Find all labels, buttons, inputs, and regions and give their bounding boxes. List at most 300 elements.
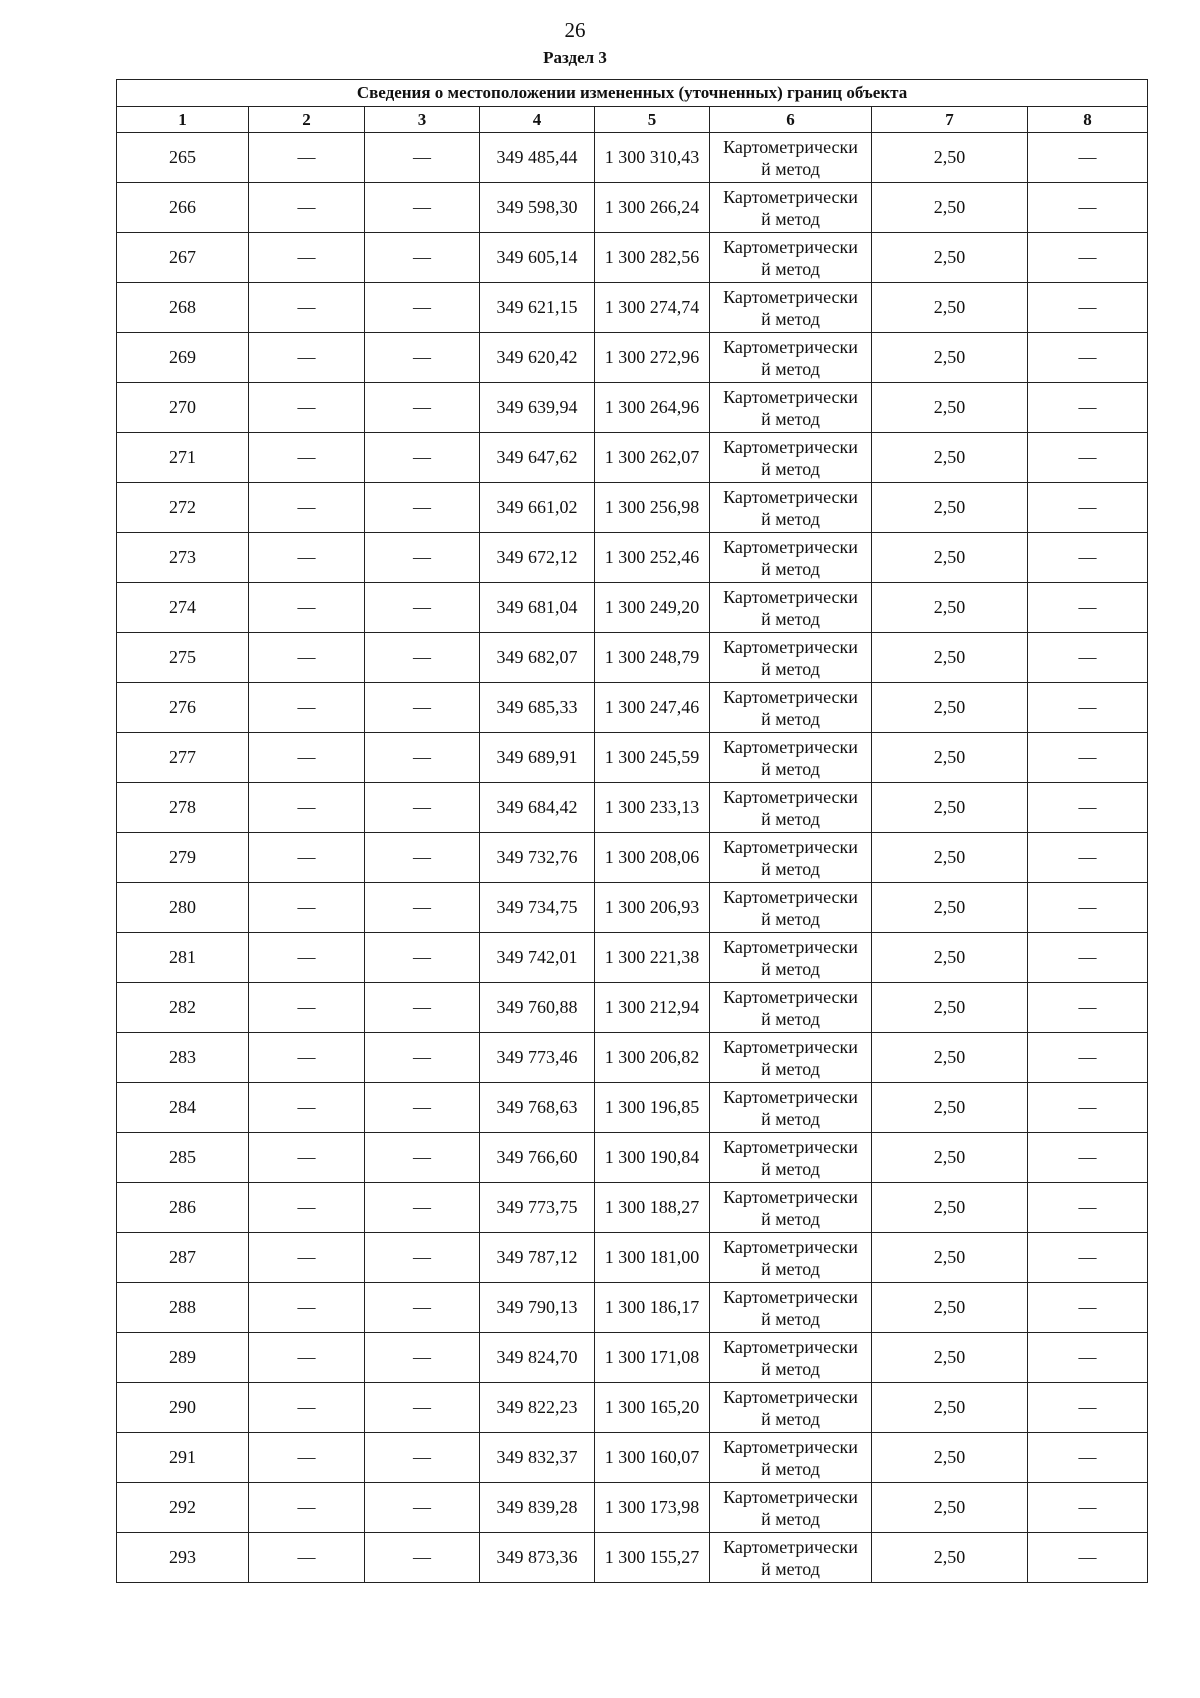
point-number-cell: 278 [117,783,249,833]
table-row [117,1283,1148,1333]
column-2-cell: — [249,1383,365,1433]
y-coordinate-cell: 1 300 155,27 [595,1533,710,1583]
method-line-1: Картометрически [723,1286,858,1307]
method-cell [710,283,872,333]
method-line-2: й метод [761,1158,820,1179]
y-coordinate-cell: 1 300 186,17 [595,1283,710,1333]
column-2-cell: — [249,883,365,933]
method-line-2: й метод [761,958,820,979]
method-line-1: Картометрически [723,786,858,807]
table-body [117,133,1148,1583]
column-number: 6 [710,107,872,133]
y-coordinate-cell: 1 300 233,13 [595,783,710,833]
column-3-cell: — [365,283,480,333]
method-cell [710,1533,872,1583]
point-number-cell: 284 [117,1083,249,1133]
point-number-cell: 286 [117,1183,249,1233]
point-number-cell: 285 [117,1133,249,1183]
column-8-cell: — [1028,583,1148,633]
method-line-1: Картометрически [723,1236,858,1257]
method-line-1: Картометрически [723,136,858,157]
column-number: 3 [365,107,480,133]
y-coordinate-cell: 1 300 252,46 [595,533,710,583]
point-number-cell: 288 [117,1283,249,1333]
y-coordinate-cell: 1 300 208,06 [595,833,710,883]
column-3-cell: — [365,783,480,833]
point-number-cell: 274 [117,583,249,633]
method-line-2: й метод [761,208,820,229]
point-number-cell: 273 [117,533,249,583]
y-coordinate-cell: 1 300 181,00 [595,1233,710,1283]
method-line-1: Картометрически [723,836,858,857]
method-line-1: Картометрически [723,736,858,757]
y-coordinate-cell: 1 300 171,08 [595,1333,710,1383]
method-line-2: й метод [761,1508,820,1529]
method-line-2: й метод [761,858,820,879]
column-2-cell: — [249,1183,365,1233]
point-number-cell: 277 [117,733,249,783]
column-8-cell: — [1028,833,1148,883]
table-row [117,1483,1148,1533]
table-row [117,283,1148,333]
method-line-2: й метод [761,1058,820,1079]
point-number-cell: 282 [117,983,249,1033]
x-coordinate-cell: 349 682,07 [480,633,595,683]
x-coordinate-cell: 349 790,13 [480,1283,595,1333]
y-coordinate-cell: 1 300 256,98 [595,483,710,533]
column-2-cell: — [249,133,365,183]
method-cell [710,1383,872,1433]
page-number: 26 [564,18,586,42]
method-line-2: й метод [761,558,820,579]
point-number-cell: 265 [117,133,249,183]
column-3-cell: — [365,1433,480,1483]
column-8-cell: — [1028,1083,1148,1133]
accuracy-cell: 2,50 [872,183,1028,233]
method-cell [710,1033,872,1083]
method-line-2: й метод [761,308,820,329]
table-row [117,733,1148,783]
column-8-cell: — [1028,333,1148,383]
method-cell [710,783,872,833]
table-row [117,1233,1148,1283]
column-3-cell: — [365,433,480,483]
method-cell [710,383,872,433]
column-2-cell: — [249,1233,365,1283]
column-3-cell: — [365,1183,480,1233]
column-3-cell: — [365,1283,480,1333]
column-2-cell: — [249,983,365,1033]
x-coordinate-cell: 349 620,42 [480,333,595,383]
method-line-1: Картометрически [723,286,858,307]
column-3-cell: — [365,1533,480,1583]
column-2-cell: — [249,933,365,983]
section-title: Раздел 3 [543,48,607,67]
column-3-cell: — [365,483,480,533]
accuracy-cell: 2,50 [872,133,1028,183]
table-caption: Сведения о местоположении измененных (уточненных) границ объекта [117,80,1148,107]
method-cell [710,933,872,983]
column-8-cell: — [1028,483,1148,533]
accuracy-cell: 2,50 [872,283,1028,333]
column-2-cell: — [249,1083,365,1133]
accuracy-cell: 2,50 [872,883,1028,933]
method-cell [710,833,872,883]
method-cell [710,683,872,733]
table-row [117,583,1148,633]
table-row [117,433,1148,483]
method-line-2: й метод [761,508,820,529]
column-3-cell: — [365,133,480,183]
column-8-cell: — [1028,1183,1148,1233]
y-coordinate-cell: 1 300 245,59 [595,733,710,783]
column-3-cell: — [365,883,480,933]
method-cell [710,1133,872,1183]
column-3-cell: — [365,1483,480,1533]
method-line-1: Картометрически [723,1486,858,1507]
method-line-2: й метод [761,458,820,479]
column-2-cell: — [249,1133,365,1183]
x-coordinate-cell: 349 684,42 [480,783,595,833]
method-line-1: Картометрически [723,1186,858,1207]
method-cell [710,1233,872,1283]
column-8-cell: — [1028,183,1148,233]
table-row [117,783,1148,833]
column-8-cell: — [1028,533,1148,583]
column-number: 4 [480,107,595,133]
column-3-cell: — [365,333,480,383]
accuracy-cell: 2,50 [872,733,1028,783]
column-3-cell: — [365,633,480,683]
y-coordinate-cell: 1 300 249,20 [595,583,710,633]
accuracy-cell: 2,50 [872,833,1028,883]
column-2-cell: — [249,1483,365,1533]
table-row [117,983,1148,1033]
point-number-cell: 287 [117,1233,249,1283]
method-line-2: й метод [761,758,820,779]
accuracy-cell: 2,50 [872,633,1028,683]
table-row [117,933,1148,983]
column-number-row [117,107,1148,133]
point-number-cell: 276 [117,683,249,733]
column-3-cell: — [365,1083,480,1133]
column-2-cell: — [249,183,365,233]
method-line-1: Картометрически [723,436,858,457]
method-line-1: Картометрически [723,1036,858,1057]
method-cell [710,1283,872,1333]
point-number-cell: 280 [117,883,249,933]
y-coordinate-cell: 1 300 206,82 [595,1033,710,1083]
x-coordinate-cell: 349 742,01 [480,933,595,983]
point-number-cell: 275 [117,633,249,683]
column-number: 5 [595,107,710,133]
point-number-cell: 292 [117,1483,249,1533]
method-cell [710,183,872,233]
accuracy-cell: 2,50 [872,483,1028,533]
x-coordinate-cell: 349 773,75 [480,1183,595,1233]
method-line-1: Картометрически [723,586,858,607]
x-coordinate-cell: 349 621,15 [480,283,595,333]
y-coordinate-cell: 1 300 165,20 [595,1383,710,1433]
method-line-2: й метод [761,608,820,629]
column-3-cell: — [365,583,480,633]
y-coordinate-cell: 1 300 310,43 [595,133,710,183]
column-2-cell: — [249,733,365,783]
method-line-1: Картометрически [723,336,858,357]
y-coordinate-cell: 1 300 160,07 [595,1433,710,1483]
x-coordinate-cell: 349 689,91 [480,733,595,783]
accuracy-cell: 2,50 [872,683,1028,733]
column-8-cell: — [1028,133,1148,183]
accuracy-cell: 2,50 [872,1433,1028,1483]
method-line-1: Картометрически [723,486,858,507]
column-8-cell: — [1028,1283,1148,1333]
method-line-1: Картометрически [723,536,858,557]
column-8-cell: — [1028,1433,1148,1483]
point-number-cell: 290 [117,1383,249,1433]
column-number: 1 [117,107,249,133]
x-coordinate-cell: 349 760,88 [480,983,595,1033]
column-3-cell: — [365,733,480,783]
column-2-cell: — [249,783,365,833]
column-2-cell: — [249,633,365,683]
x-coordinate-cell: 349 773,46 [480,1033,595,1083]
point-number-cell: 283 [117,1033,249,1083]
method-line-2: й метод [761,808,820,829]
accuracy-cell: 2,50 [872,433,1028,483]
table-row [117,1533,1148,1583]
accuracy-cell: 2,50 [872,1083,1028,1133]
table-row [117,533,1148,583]
table-row [117,683,1148,733]
table-row [117,233,1148,283]
y-coordinate-cell: 1 300 247,46 [595,683,710,733]
table-row [117,483,1148,533]
column-2-cell: — [249,1033,365,1083]
column-2-cell: — [249,533,365,583]
column-3-cell: — [365,1233,480,1283]
column-8-cell: — [1028,433,1148,483]
table-row [117,133,1148,183]
table-row [117,1333,1148,1383]
accuracy-cell: 2,50 [872,533,1028,583]
table-row [117,333,1148,383]
x-coordinate-cell: 349 832,37 [480,1433,595,1483]
column-number: 2 [249,107,365,133]
method-line-1: Картометрически [723,686,858,707]
column-3-cell: — [365,983,480,1033]
method-cell [710,583,872,633]
method-line-2: й метод [761,1258,820,1279]
method-line-2: й метод [761,1458,820,1479]
method-line-1: Картометрически [723,1386,858,1407]
x-coordinate-cell: 349 639,94 [480,383,595,433]
boundary-coordinates-table [116,79,1148,1583]
column-8-cell: — [1028,283,1148,333]
method-cell [710,883,872,933]
method-line-1: Картометрически [723,1136,858,1157]
method-cell [710,333,872,383]
method-line-2: й метод [761,1008,820,1029]
method-line-1: Картометрически [723,886,858,907]
method-cell [710,733,872,783]
accuracy-cell: 2,50 [872,1383,1028,1433]
point-number-cell: 268 [117,283,249,333]
method-cell [710,1083,872,1133]
column-3-cell: — [365,933,480,983]
method-cell [710,983,872,1033]
column-8-cell: — [1028,1033,1148,1083]
accuracy-cell: 2,50 [872,333,1028,383]
x-coordinate-cell: 349 734,75 [480,883,595,933]
column-8-cell: — [1028,1383,1148,1433]
column-2-cell: — [249,833,365,883]
column-8-cell: — [1028,783,1148,833]
column-2-cell: — [249,283,365,333]
method-line-2: й метод [761,1358,820,1379]
column-8-cell: — [1028,983,1148,1033]
column-8-cell: — [1028,1333,1148,1383]
method-cell [710,1183,872,1233]
method-cell [710,1333,872,1383]
column-2-cell: — [249,433,365,483]
method-cell [710,1483,872,1533]
accuracy-cell: 2,50 [872,233,1028,283]
column-8-cell: — [1028,933,1148,983]
x-coordinate-cell: 349 672,12 [480,533,595,583]
accuracy-cell: 2,50 [872,1333,1028,1383]
y-coordinate-cell: 1 300 248,79 [595,633,710,683]
column-3-cell: — [365,683,480,733]
point-number-cell: 266 [117,183,249,233]
column-2-cell: — [249,233,365,283]
x-coordinate-cell: 349 766,60 [480,1133,595,1183]
x-coordinate-cell: 349 647,62 [480,433,595,483]
y-coordinate-cell: 1 300 196,85 [595,1083,710,1133]
method-line-1: Картометрически [723,986,858,1007]
method-line-2: й метод [761,1108,820,1129]
accuracy-cell: 2,50 [872,383,1028,433]
column-2-cell: — [249,383,365,433]
column-8-cell: — [1028,1483,1148,1533]
accuracy-cell: 2,50 [872,1033,1028,1083]
table-row [117,883,1148,933]
accuracy-cell: 2,50 [872,1283,1028,1333]
table-row [117,1183,1148,1233]
column-2-cell: — [249,1533,365,1583]
method-line-1: Картометрически [723,1536,858,1557]
column-3-cell: — [365,233,480,283]
x-coordinate-cell: 349 824,70 [480,1333,595,1383]
x-coordinate-cell: 349 661,02 [480,483,595,533]
point-number-cell: 272 [117,483,249,533]
y-coordinate-cell: 1 300 206,93 [595,883,710,933]
table-row [117,1083,1148,1133]
method-line-2: й метод [761,1308,820,1329]
method-cell [710,233,872,283]
x-coordinate-cell: 349 485,44 [480,133,595,183]
method-line-1: Картометрически [723,936,858,957]
x-coordinate-cell: 349 839,28 [480,1483,595,1533]
x-coordinate-cell: 349 685,33 [480,683,595,733]
method-line-1: Картометрически [723,1336,858,1357]
column-8-cell: — [1028,733,1148,783]
y-coordinate-cell: 1 300 212,94 [595,983,710,1033]
accuracy-cell: 2,50 [872,783,1028,833]
column-3-cell: — [365,533,480,583]
y-coordinate-cell: 1 300 262,07 [595,433,710,483]
method-cell [710,633,872,683]
method-cell [710,433,872,483]
column-number: 7 [872,107,1028,133]
accuracy-cell: 2,50 [872,583,1028,633]
y-coordinate-cell: 1 300 272,96 [595,333,710,383]
table-row [117,383,1148,433]
accuracy-cell: 2,50 [872,1533,1028,1583]
accuracy-cell: 2,50 [872,1483,1028,1533]
y-coordinate-cell: 1 300 221,38 [595,933,710,983]
x-coordinate-cell: 349 873,36 [480,1533,595,1583]
method-line-2: й метод [761,1558,820,1579]
point-number-cell: 270 [117,383,249,433]
method-line-1: Картометрически [723,186,858,207]
column-8-cell: — [1028,233,1148,283]
method-line-1: Картометрически [723,236,858,257]
column-2-cell: — [249,583,365,633]
column-8-cell: — [1028,383,1148,433]
column-3-cell: — [365,383,480,433]
column-8-cell: — [1028,883,1148,933]
point-number-cell: 281 [117,933,249,983]
method-line-1: Картометрически [723,1086,858,1107]
table-row [117,1433,1148,1483]
method-line-1: Картометрически [723,636,858,657]
method-line-2: й метод [761,258,820,279]
y-coordinate-cell: 1 300 188,27 [595,1183,710,1233]
method-cell [710,1433,872,1483]
column-2-cell: — [249,1433,365,1483]
table-caption-row [117,80,1148,107]
point-number-cell: 289 [117,1333,249,1383]
point-number-cell: 271 [117,433,249,483]
table-row [117,633,1148,683]
y-coordinate-cell: 1 300 282,56 [595,233,710,283]
accuracy-cell: 2,50 [872,1183,1028,1233]
x-coordinate-cell: 349 768,63 [480,1083,595,1133]
method-line-2: й метод [761,358,820,379]
x-coordinate-cell: 349 732,76 [480,833,595,883]
column-3-cell: — [365,833,480,883]
column-8-cell: — [1028,1233,1148,1283]
column-3-cell: — [365,1333,480,1383]
table-row [117,1033,1148,1083]
method-line-2: й метод [761,1208,820,1229]
y-coordinate-cell: 1 300 173,98 [595,1483,710,1533]
y-coordinate-cell: 1 300 266,24 [595,183,710,233]
accuracy-cell: 2,50 [872,983,1028,1033]
y-coordinate-cell: 1 300 264,96 [595,383,710,433]
column-3-cell: — [365,1383,480,1433]
y-coordinate-cell: 1 300 190,84 [595,1133,710,1183]
column-8-cell: — [1028,1533,1148,1583]
method-cell [710,133,872,183]
method-line-1: Картометрически [723,386,858,407]
table-row [117,1133,1148,1183]
column-2-cell: — [249,483,365,533]
table-row [117,183,1148,233]
column-8-cell: — [1028,1133,1148,1183]
table-row [117,833,1148,883]
